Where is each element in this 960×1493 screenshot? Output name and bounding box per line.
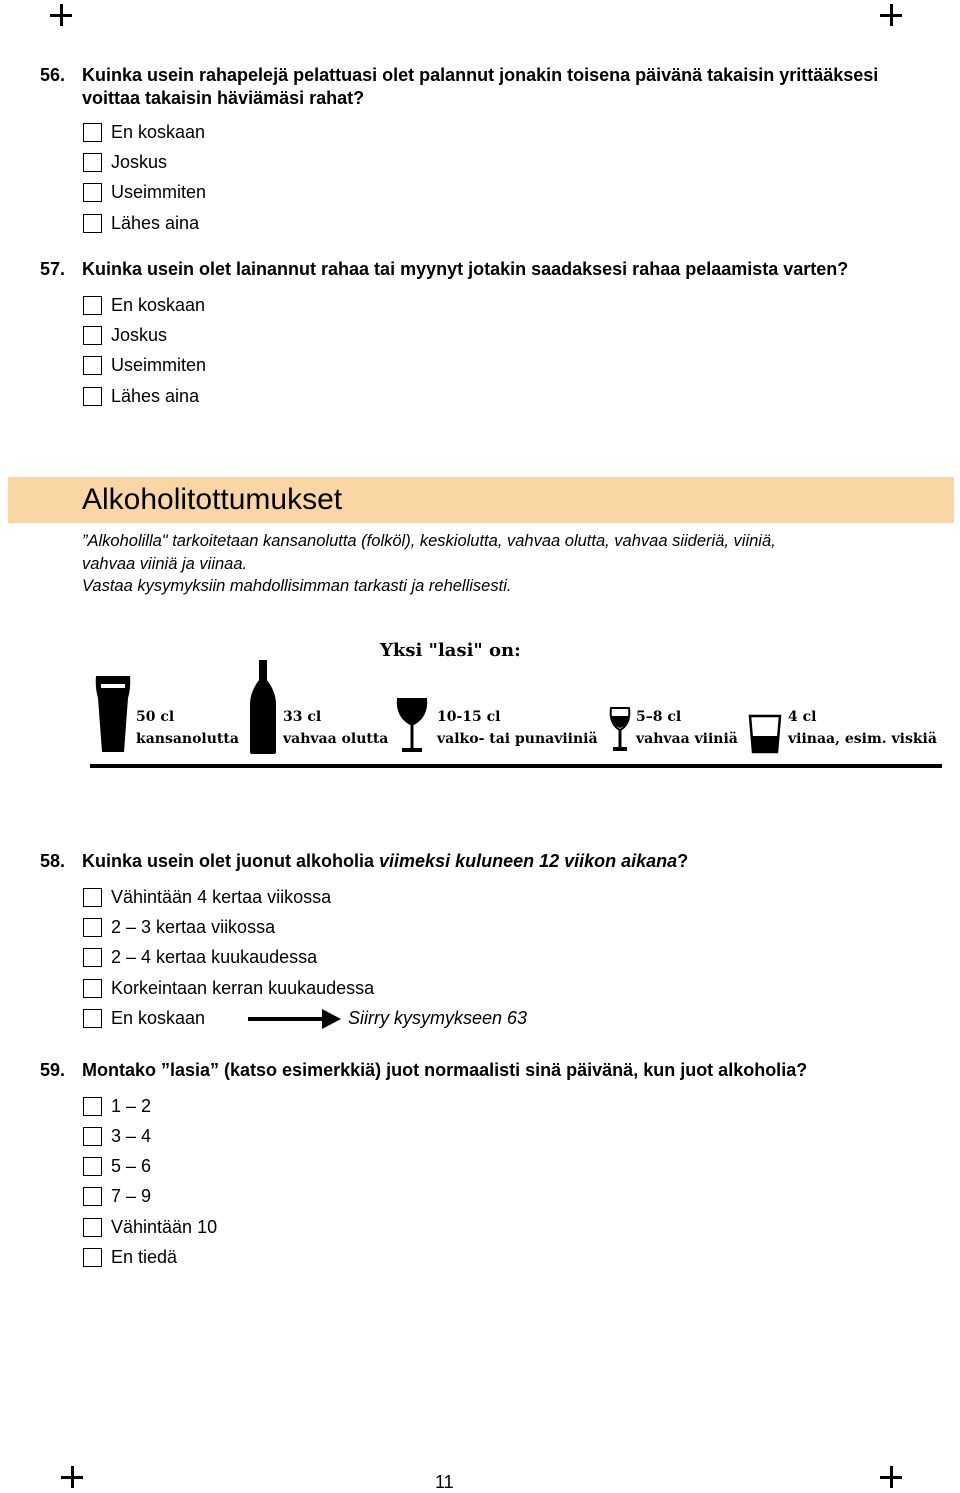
glass-desc-label: viinaa, esim. viskiä	[788, 731, 937, 747]
question-number: 57.	[40, 259, 66, 279]
section-intro-line2: vahvaa viiniä ja viinaa.	[82, 555, 248, 573]
question-number: 58.	[40, 851, 66, 871]
checkbox[interactable]	[83, 1187, 102, 1206]
checkbox[interactable]	[83, 888, 102, 907]
q58-option[interactable]	[83, 946, 317, 968]
q58-option[interactable]	[83, 1007, 205, 1029]
checkbox[interactable]	[83, 1127, 102, 1146]
q59-option[interactable]	[83, 1095, 151, 1117]
skip-arrow-icon	[248, 1008, 342, 1030]
checkbox[interactable]	[83, 948, 102, 967]
checkbox[interactable]	[83, 326, 102, 345]
question-number: 59.	[40, 1060, 66, 1080]
checkbox[interactable]	[83, 214, 102, 233]
q56-option[interactable]	[83, 151, 167, 173]
glass-desc-label: kansanolutta	[136, 731, 239, 747]
checkbox[interactable]	[83, 356, 102, 375]
q56-option[interactable]	[83, 212, 199, 234]
q56-option[interactable]	[83, 121, 205, 143]
question-56-line2: voittaa takaisin häviämäsi rahat?	[82, 88, 365, 108]
question-text: Montako ”lasia” (katso esimerkkiä) juot normaalisti sinä päivänä, kun juot alkoholia?	[82, 1060, 808, 1080]
checkbox[interactable]	[83, 1097, 102, 1116]
section-title: Alkoholitottumukset	[82, 483, 343, 516]
checkbox[interactable]	[83, 296, 102, 315]
question-59	[40, 1059, 807, 1081]
question-text-end: ?	[677, 851, 689, 871]
registration-mark-bottom-right	[880, 1466, 902, 1488]
checkbox[interactable]	[83, 1248, 102, 1267]
registration-mark-top-right	[880, 4, 902, 26]
question-58	[40, 850, 688, 872]
checkbox[interactable]	[83, 918, 102, 937]
q59-option[interactable]	[83, 1185, 151, 1207]
q59-option[interactable]	[83, 1216, 217, 1238]
option-label: Useimmiten	[111, 354, 207, 375]
option-label: En tiedä	[111, 1246, 178, 1267]
skip-instruction: Siirry kysymykseen 63	[348, 1008, 528, 1028]
question-56	[40, 64, 878, 86]
q59-option[interactable]	[83, 1246, 177, 1268]
glass-desc-label: vahvaa viiniä	[636, 731, 738, 747]
glass-desc-label: vahvaa olutta	[283, 731, 389, 747]
glass-chart-divider	[90, 764, 942, 768]
registration-mark-top-left	[50, 4, 72, 26]
option-label: 3 – 4	[111, 1125, 152, 1146]
checkbox[interactable]	[83, 123, 102, 142]
option-label: 2 – 3 kertaa viikossa	[111, 916, 276, 937]
checkbox[interactable]	[83, 979, 102, 998]
option-label: Joskus	[111, 151, 168, 172]
q58-option[interactable]	[83, 977, 374, 999]
registration-mark-bottom-left	[61, 1466, 83, 1488]
beer-glass-icon	[94, 674, 132, 754]
option-label: Lähes aina	[111, 212, 200, 233]
q57-option[interactable]	[83, 385, 199, 407]
option-label: 2 – 4 kertaa kuukaudessa	[111, 946, 318, 967]
option-label: En koskaan	[111, 294, 206, 315]
glass-amount-label: 50 cl	[136, 709, 175, 725]
option-label: Vähintään 4 kertaa viikossa	[111, 886, 332, 907]
glass-chart-title: Yksi "lasi" on:	[380, 640, 521, 661]
option-label: Useimmiten	[111, 181, 207, 202]
option-label: Vähintään 10	[111, 1216, 218, 1237]
q56-option[interactable]	[83, 181, 206, 203]
q58-option[interactable]	[83, 916, 275, 938]
checkbox[interactable]	[83, 1218, 102, 1237]
option-label: 5 – 6	[111, 1155, 152, 1176]
question-text: Kuinka usein olet juonut alkoholia	[82, 851, 380, 871]
q58-option[interactable]	[83, 886, 331, 908]
option-label: Lähes aina	[111, 385, 200, 406]
checkbox[interactable]	[83, 1157, 102, 1176]
option-label: En koskaan	[111, 121, 206, 142]
glass-amount-label: 5–8 cl	[636, 709, 682, 725]
option-label: 1 – 2	[111, 1095, 152, 1116]
checkbox[interactable]	[83, 387, 102, 406]
glass-desc-label: valko- tai punaviiniä	[437, 731, 598, 747]
checkbox[interactable]	[83, 1009, 102, 1028]
q59-option[interactable]	[83, 1155, 151, 1177]
option-label: 7 – 9	[111, 1185, 152, 1206]
option-label: Korkeintaan kerran kuukaudessa	[111, 977, 375, 998]
q57-option[interactable]	[83, 324, 167, 346]
glass-amount-label: 4 cl	[788, 709, 817, 725]
section-intro-line3: Vastaa kysymyksiin mahdollisimman tarkasti ja rehellisesti.	[82, 577, 512, 595]
glass-amount-label: 10-15 cl	[437, 709, 501, 725]
q59-option[interactable]	[83, 1125, 151, 1147]
q57-option[interactable]	[83, 294, 205, 316]
beer-bottle-icon	[248, 658, 278, 756]
question-text-emphasis: viimeksi kuluneen 12 viikon aikana	[379, 851, 678, 871]
question-text: Kuinka usein rahapelejä pelattuasi olet palannut jonakin toisena päivänä takaisin yrittääksesi	[82, 65, 879, 85]
option-label: Joskus	[111, 324, 168, 345]
glass-amount-label: 33 cl	[283, 709, 322, 725]
question-text: Kuinka usein olet lainannut rahaa tai myynyt jotakin saadaksesi rahaa pelaamista varten?	[82, 259, 849, 279]
fortified-wine-glass-icon	[608, 706, 632, 756]
question-57	[40, 258, 848, 280]
page-number: 11	[435, 1472, 454, 1492]
option-label: En koskaan	[111, 1007, 206, 1028]
checkbox[interactable]	[83, 183, 102, 202]
checkbox[interactable]	[83, 153, 102, 172]
q57-option[interactable]	[83, 354, 206, 376]
section-intro-line1: ”Alkoholilla" tarkoitetaan kansanolutta (folköl), keskiolutta, vahvaa olutta, vahvaa siideriä, viiniä,	[82, 532, 776, 550]
wine-glass-icon	[394, 694, 430, 756]
question-number: 56.	[40, 65, 66, 85]
shot-glass-icon	[748, 714, 782, 754]
